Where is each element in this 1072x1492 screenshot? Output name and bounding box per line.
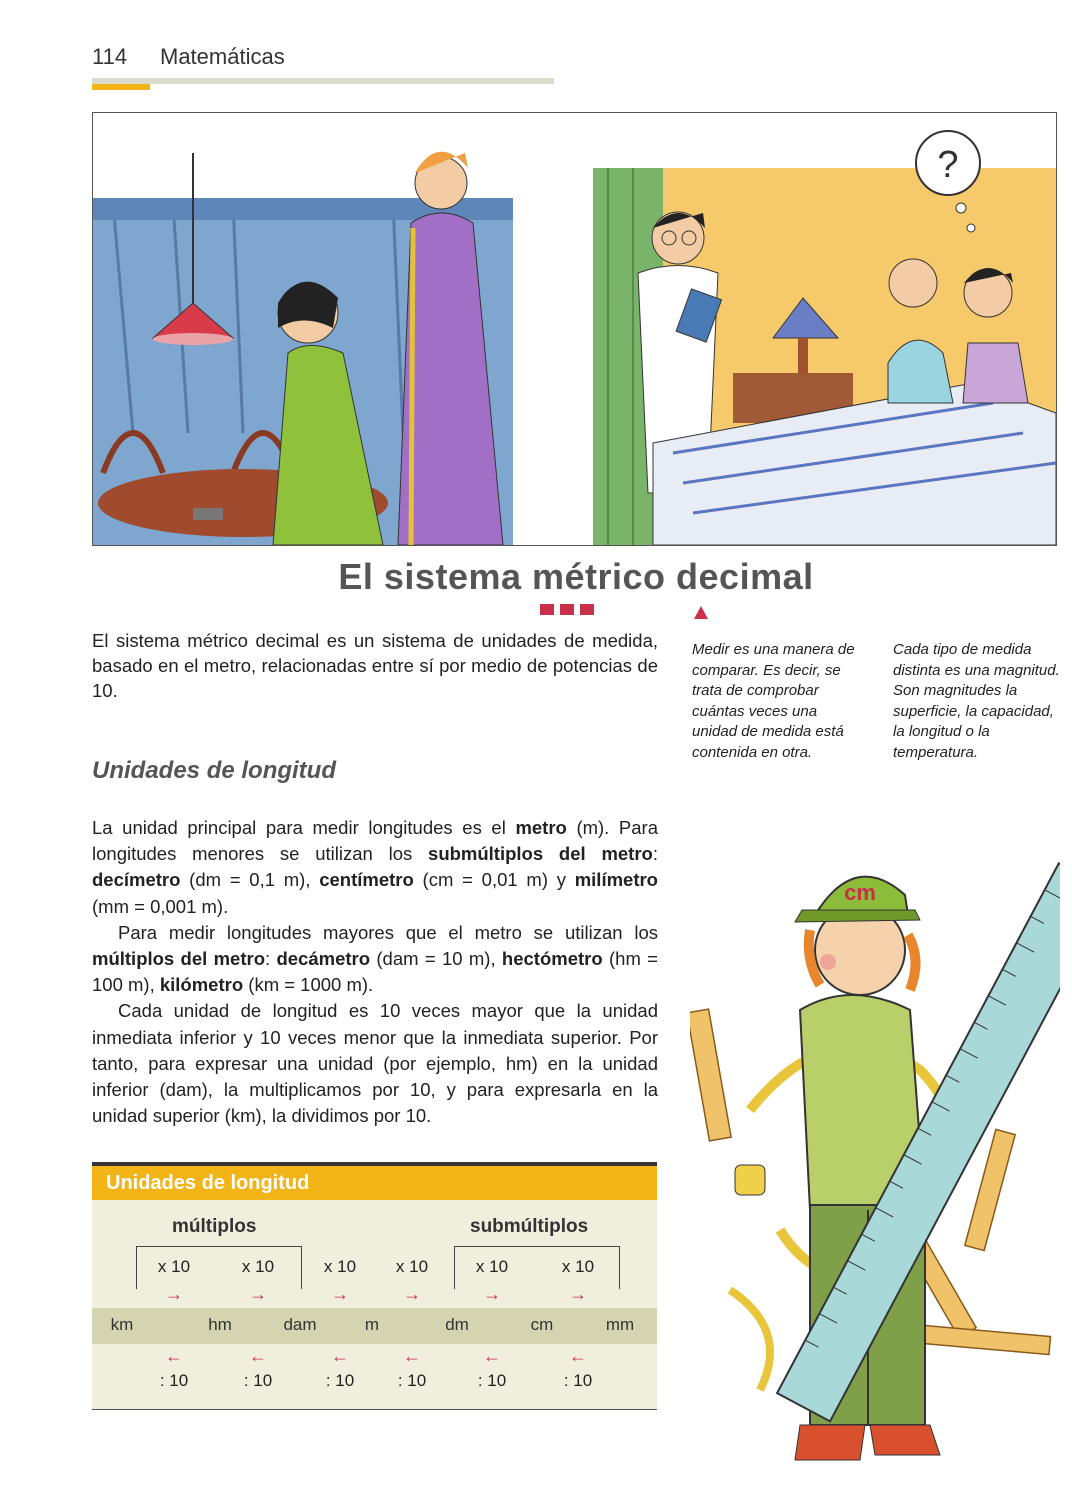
- table-header: [92, 1166, 657, 1200]
- unit-hm: hm: [208, 1315, 232, 1334]
- header-accent: [92, 84, 150, 90]
- arrow-right-icon: →: [483, 1284, 501, 1304]
- unit-dam: dam: [283, 1315, 317, 1334]
- arrow-left-icon: ←: [569, 1346, 587, 1366]
- main-title: El sistema métrico decimal: [338, 556, 814, 597]
- illustration-scene: [93, 113, 1056, 545]
- arrow-left-icon: ←: [331, 1346, 349, 1366]
- paragraph-multiples: Para medir longitudes mayores que el metro se utilizan los múltiplos del metro: decámetro (dam = 10 m), hectómetro (hm = 100 m), kilómetro (km = 1000 m).: [92, 921, 658, 996]
- subject-title: Matemáticas: [160, 44, 285, 69]
- divide-op: : 10: [159, 1371, 189, 1390]
- boy-drawing: [690, 810, 1060, 1480]
- arrow-right-icon: →: [569, 1284, 587, 1304]
- table-title: Unidades de longitud: [106, 1172, 310, 1194]
- header-rule: [92, 78, 554, 84]
- paragraph-conversion: Cada unidad de longitud es 10 veces mayor que la unidad inmediata inferior y 10 veces menor que la inmediata superior. Por tanto, para expresar una unidad (por ejemplo, hm) en la unidad inferior (dam), la multiplicamos por 10, y para expresarla en la unidad superior (km), la dividimos por 10.: [92, 1000, 658, 1127]
- multiply-op: x 10: [475, 1257, 509, 1276]
- unit-km: km: [110, 1315, 134, 1334]
- multiply-op: x 10: [561, 1257, 595, 1276]
- title-ornament: [540, 602, 600, 620]
- unit-cm: cm: [530, 1315, 554, 1334]
- multiply-op: x 10: [323, 1257, 357, 1276]
- section-heading: Unidades de longitud: [92, 757, 336, 784]
- intro-paragraph: El sistema métrico decimal es un sistema de unidades de medida, basado en el metro, relacionadas entre sí por medio de potencias de 10.: [92, 630, 658, 701]
- multiply-op: x 10: [157, 1257, 191, 1276]
- arrow-left-icon: ←: [483, 1346, 501, 1366]
- sidebar-note-magnitude: Cada tipo de medida distinta es una magnitud. Son magnitudes la superficie, la capacidad, la longitud o la temperatura.: [893, 641, 1060, 761]
- units-table: [92, 1162, 657, 1410]
- arrow-left-icon: ←: [165, 1346, 183, 1366]
- divide-op: : 10: [325, 1371, 355, 1390]
- divide-op: : 10: [563, 1371, 593, 1390]
- multiply-op: x 10: [241, 1257, 275, 1276]
- arrow-left-icon: ←: [249, 1346, 267, 1366]
- boy-ruler-illustration: [690, 810, 1060, 1480]
- divide-op: : 10: [477, 1371, 507, 1390]
- body-text: [92, 815, 658, 1129]
- paragraph-main-unit: La unidad principal para medir longitudes es el metro (m). Para longitudes menores se utilizan los submúltiplos del metro: decímetro (dm = 0,1 m), centímetro (cm = 0,01 m) y milímetro (mm = 0,001 m).: [92, 817, 659, 917]
- cap-label: cm: [844, 880, 876, 905]
- unit-dm: dm: [445, 1315, 469, 1334]
- arrow-right-icon: →: [249, 1284, 267, 1304]
- unit-mm: mm: [605, 1315, 635, 1334]
- multiples-label: múltiplos: [172, 1216, 257, 1237]
- sidebar-note-measure: Medir es una manera de comparar. Es decir, se trata de comprobar cuántas veces una unidad de medida está contenida en otra.: [692, 641, 855, 761]
- sidebar-triangle-icon: [694, 606, 708, 619]
- arrow-right-icon: →: [331, 1284, 349, 1304]
- arrow-left-icon: ←: [403, 1346, 421, 1366]
- top-illustration: [92, 112, 1057, 546]
- arrow-right-icon: →: [165, 1284, 183, 1304]
- page-number: 114: [92, 44, 128, 69]
- divide-op: : 10: [243, 1371, 273, 1390]
- thought-question: ?: [937, 144, 959, 186]
- multiply-op: x 10: [395, 1257, 429, 1276]
- submultiples-label: submúltiplos: [470, 1216, 589, 1237]
- divide-op: : 10: [397, 1371, 427, 1390]
- arrow-right-icon: →: [403, 1284, 421, 1304]
- unit-m: m: [364, 1315, 380, 1334]
